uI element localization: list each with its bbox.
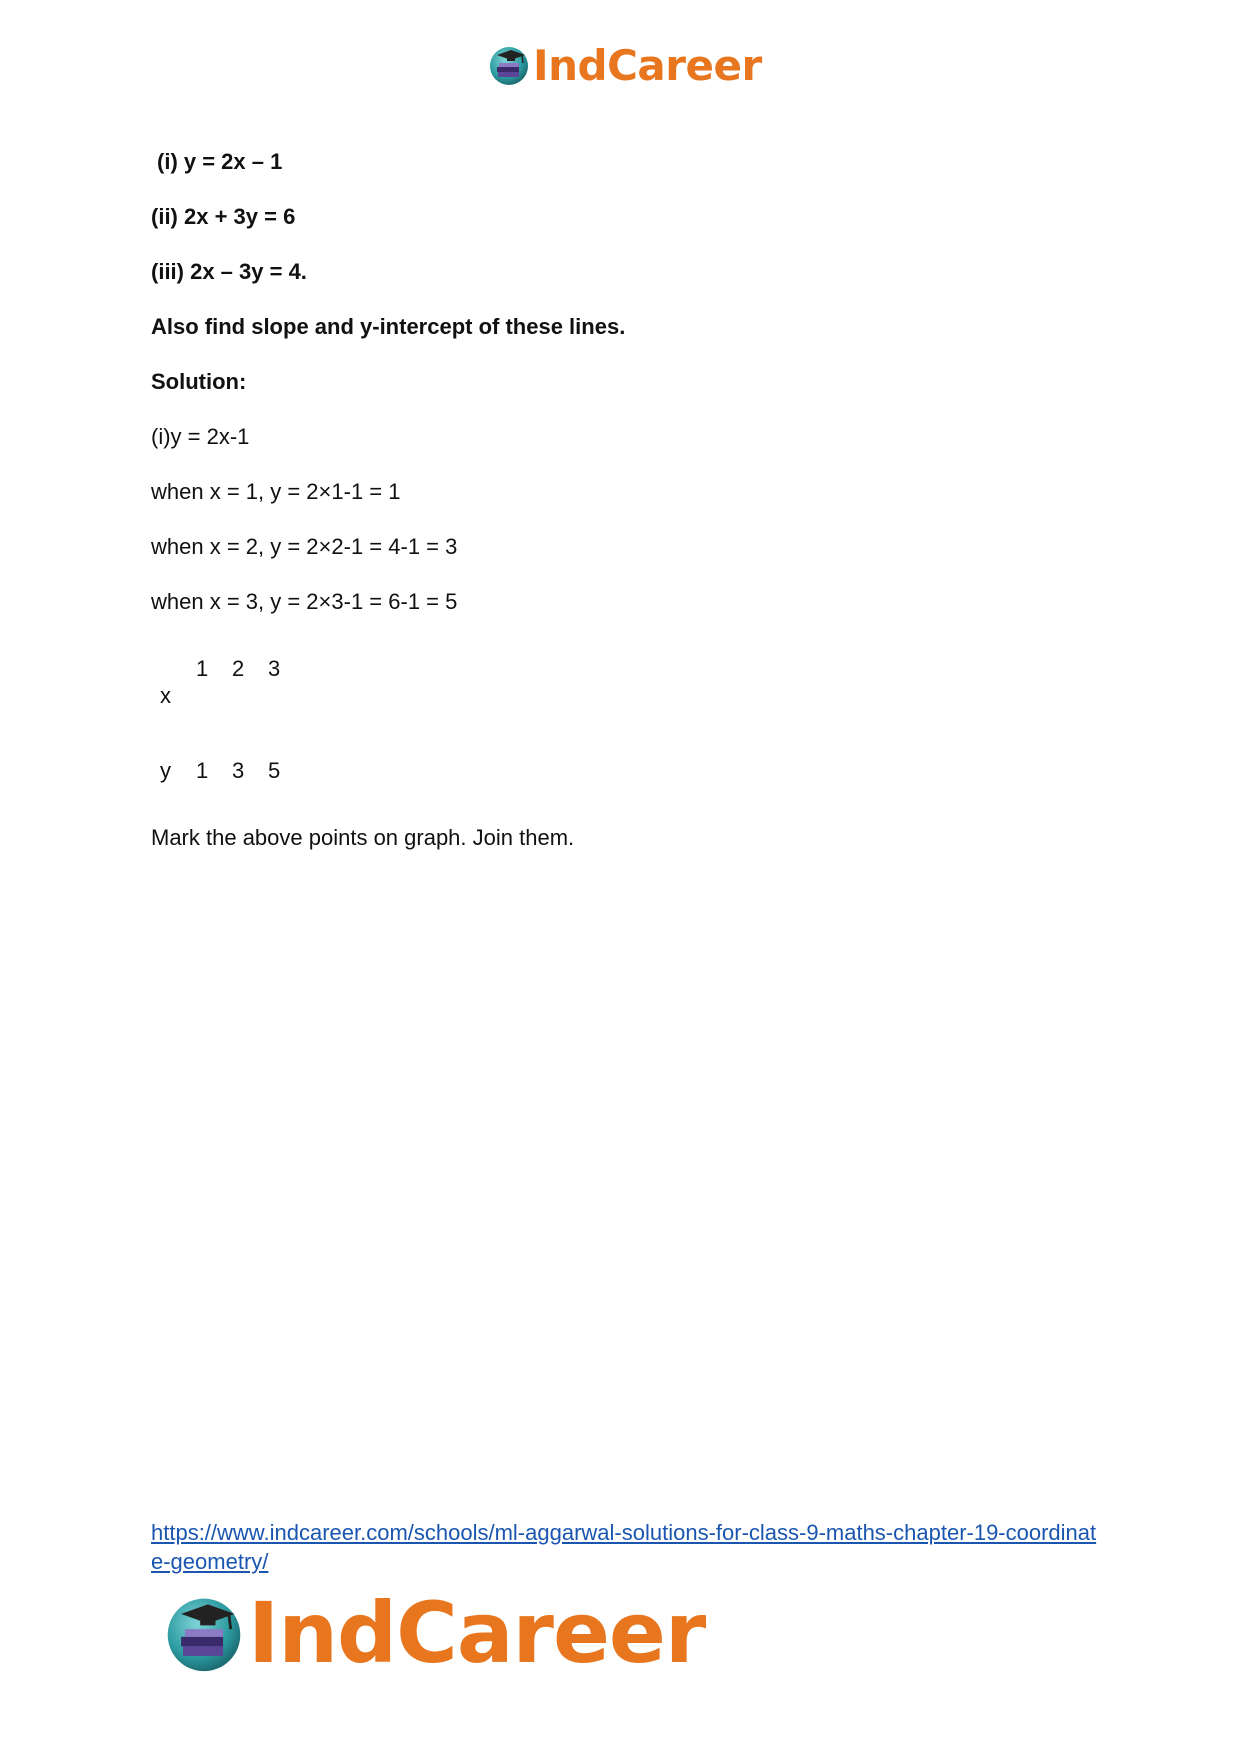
globe-books-cap-icon (487, 43, 531, 87)
footer-source-link[interactable]: https://www.indcareer.com/schools/ml-aggarwal-solutions-for-class-9-maths-chapter-19-coordinate-geometry/ (151, 1520, 1097, 1574)
table-y-label: y (160, 758, 171, 783)
solution-instruction: Mark the above points on graph. Join them. (151, 825, 575, 850)
footer-logo (162, 1584, 706, 1682)
solution-equation: (i)y = 2x-1 (151, 424, 250, 449)
solution-heading: Solution: (151, 369, 247, 394)
globe-books-cap-icon (162, 1591, 246, 1675)
solution-step-2: when x = 2, y = 2×2-1 = 4-1 = 3 (151, 534, 458, 559)
question-prompt: Also find slope and y-intercept of these lines. (151, 314, 626, 339)
question-item-3: (iii) 2x – 3y = 4. (151, 259, 307, 284)
solution-step-3: when x = 3, y = 2×3-1 = 6-1 = 5 (151, 589, 458, 614)
solution-step-1: when x = 1, y = 2×1-1 = 1 (151, 479, 401, 504)
question-item-1: (i) y = 2x – 1 (157, 149, 283, 174)
table-x-value-3: 3 (268, 656, 281, 681)
table-y-value-3: 5 (268, 758, 281, 783)
table-x-value-1: 1 (196, 656, 209, 681)
question-item-2: (ii) 2x + 3y = 6 (151, 204, 296, 229)
header-logo-text: IndCareer (533, 40, 762, 90)
footer-logo-text: IndCareer (248, 1584, 706, 1682)
table-y-value-2: 3 (232, 758, 245, 783)
table-x-value-2: 2 (232, 656, 245, 681)
table-y-value-1: 1 (196, 758, 209, 783)
header-logo (487, 40, 762, 90)
table-x-label: x (160, 683, 171, 708)
